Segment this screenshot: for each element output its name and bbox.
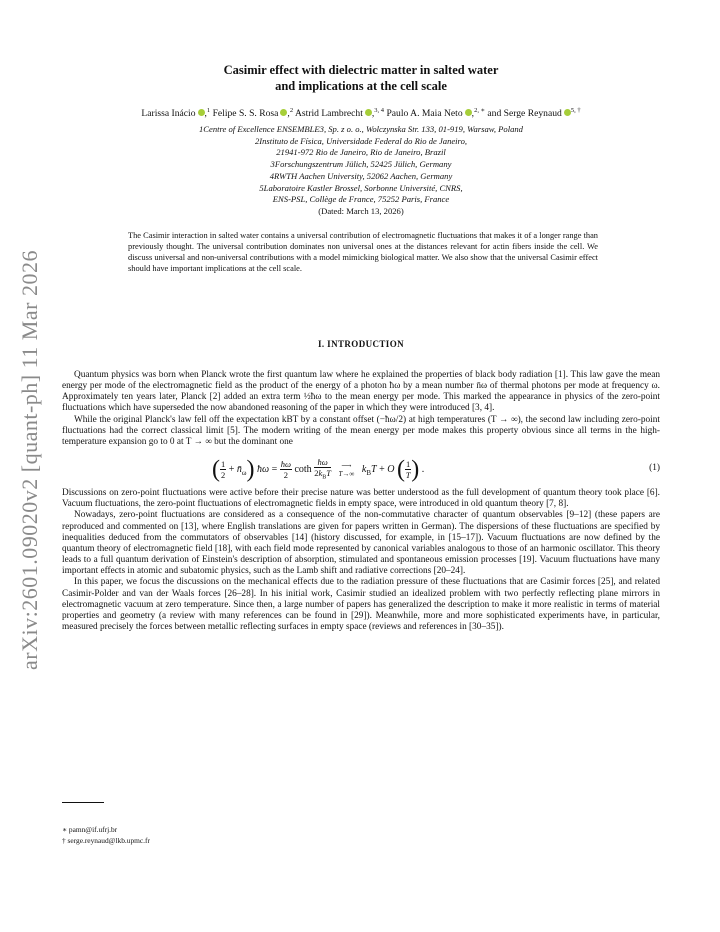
orcid-icon[interactable]	[564, 109, 571, 116]
author-affil-mark: 2	[289, 106, 294, 114]
author-affil-mark: 3, 4	[374, 106, 385, 114]
affiliation-line: 1Centre of Excellence ENSEMBLE3, Sp. z o. o., Wolczynska Str. 133, 01-919, Warsaw, Poland	[199, 124, 523, 134]
affiliation-line: 21941-972 Rio de Janeiro, Rio de Janeiro, Brazil	[276, 147, 446, 158]
paragraph: Discussions on zero-point fluctuations were active before their precise nature was better understood as the full development of quantum theory took place [6]. Vacuum fluctuations, the zero-point fluctuations of electromagnetic fields in empty space, were introduced in old quantum theory [7, 8].	[62, 488, 660, 510]
orcid-icon[interactable]	[465, 109, 472, 116]
footnote-email[interactable]: † serge.reynaud@lkb.upmc.fr	[62, 836, 150, 845]
paragraph: While the original Planck's law fell off the expectation kBT by a constant offset (−ħω/2) at high temperatures (T → ∞), the second law including zero-point fluctuations had the correct classical limit [5]. The modern writing of the mean energy per mode makes this property obvious since all terms in the high-temperature expansion go to 0 at T → ∞ but the dominant one	[62, 414, 660, 447]
paragraph: Quantum physics was born when Planck wrote the first quantum law where he explained the properties of black body radiation [1]. This law gave the mean energy per mode of the electromagnetic field as the product of the energy of a photon ħω by a mean number n̄ω of thermal photons per mode at frequency ω. Approximately ten years later, Planck [2] added an extra term ½ħω to the mean energy per mode. This marked the appearance in physics of the zero-point fluctuations which have superseded the now abandoned reasoning of the paper in which they were introduced [3, 4].	[62, 370, 660, 414]
dated-line: (Dated: March 13, 2026)	[318, 205, 404, 216]
equation-1	[62, 450, 660, 486]
paper-title	[62, 62, 660, 94]
author-name: Astrid Lambrecht	[294, 108, 363, 119]
paragraph: In this paper, we focus the discussions on the mechanical effects due to the radiation pressure of these fluctuations that are Casimir forces [25], and related Casimir-Polder and van der Waals forces [26–28]. In his initial work, Casimir studied an idealized problem with two perfectly reflecting plane mirrors in electromagnetic vacuum at zero temperature. Since then, a large number of papers has generalized the description to make it more realistic in terms of material properties and geometry (a review with many references can be found in [29]). Meanwhile, more and more sophisticated experiments have, in particular, measured precisely the forces between metallic reflecting surfaces in empty space (reviews and references in [30–35]).	[62, 577, 660, 632]
abstract: The Casimir interaction in salted water contains a universal contribution of electromagnetic fluctuations that makes it of a longer range than previously thought. The universal contribution dominates non universal ones at the distances relevant for actin fibers inside the cell. We discuss universal and non-universal contributions with a model mimicking biological matter. We also show that the universal Casimir effect should have important implications at the cell scale.	[128, 231, 598, 273]
arxiv-identifier-stamp	[8, 240, 52, 680]
author-affil-mark: 2, ∗	[474, 106, 485, 114]
author-affil-mark: 1	[206, 106, 211, 114]
affiliations	[62, 124, 660, 218]
affiliation-line: 2Instituto de Física, Universidade Federal do Rio de Janeiro,	[254, 135, 468, 146]
author-name: Serge Reynaud	[503, 108, 562, 119]
introduction-body	[62, 370, 660, 633]
affiliation-line: 4RWTH Aachen University, 52062 Aachen, Germany	[269, 170, 453, 181]
affiliation-line: 5Laboratoire Kastler Brossel, Sorbonne Université, CNRS,	[259, 182, 463, 193]
author-list: Larissa Inácio ,$^1$ Felipe S. S. Rosa ,$^2$ Astrid Lambrecht ,$^{3, 4}$ Paulo A. Maia Neto ,$^{2, ∗}$ and Serge Reynaud $^{5, \dagger}$	[141, 106, 581, 119]
author-name: Felipe S. S. Rosa	[212, 108, 279, 119]
affiliation-line: 3Forschungszentrum Jülich, 52425 Jülich, Germany	[270, 159, 452, 170]
footnote-divider	[62, 802, 104, 803]
orcid-icon[interactable]	[198, 109, 205, 116]
author-name: Larissa Inácio	[141, 108, 196, 119]
footnotes	[62, 824, 462, 846]
equation-body: ( $\frac{1}{2}$ + $n̄_\omega$) ħω = $\frac{ħ\omega}{2}$ coth $\frac{ħ\omega}{2k_BT}$ ⟶ T→∞ $k_BT + O$ ( $\frac{1}{T}$ ) .	[212, 456, 425, 483]
author-affil-mark: 5, †	[570, 106, 581, 114]
title-line-2: and implications at the cell scale	[275, 79, 447, 93]
paragraph: Nowadays, zero-point fluctuations are considered as a consequence of the non-commutative character of quantum observables [9–12] (these papers are reproduced and commented on [13], where English translations are given for papers written in German). The dispersions of these fluctuations are specified by inequalities deduced from the commutators of observables [14] (history discussed, for example, in [15–17]). Vacuum fluctuations are now defined by the quantum theory of electromagnetic field [18], with each field mode represented by canonical variables analogous to those of an harmonic oscillator. This theory leads to a full quantum derivation of Einstein's description of absorption, stimulated and spontaneous emission processes [19]. Vacuum fluctuations have many important effects in atomic and subatomic physics, such as the Lamb shift and radiative corrections [20–24].	[62, 510, 660, 577]
title-line-1: Casimir effect with dielectric matter in salted water	[223, 63, 499, 77]
equation-number: (1)	[649, 463, 660, 474]
arxiv-id-text: arXiv:2601.09020v2 [quant-ph] 11 Mar 2026	[17, 250, 42, 670]
orcid-icon[interactable]	[280, 109, 287, 116]
section-heading-introduction: I. INTRODUCTION	[317, 339, 404, 349]
footnote-email[interactable]: ∗ pamn@if.ufrj.br	[62, 825, 118, 834]
orcid-icon[interactable]	[365, 109, 372, 116]
affiliation-line: ENS-PSL, Collège de France, 75252 Paris, France	[272, 194, 450, 205]
author-name: Paulo A. Maia Neto	[386, 108, 463, 119]
